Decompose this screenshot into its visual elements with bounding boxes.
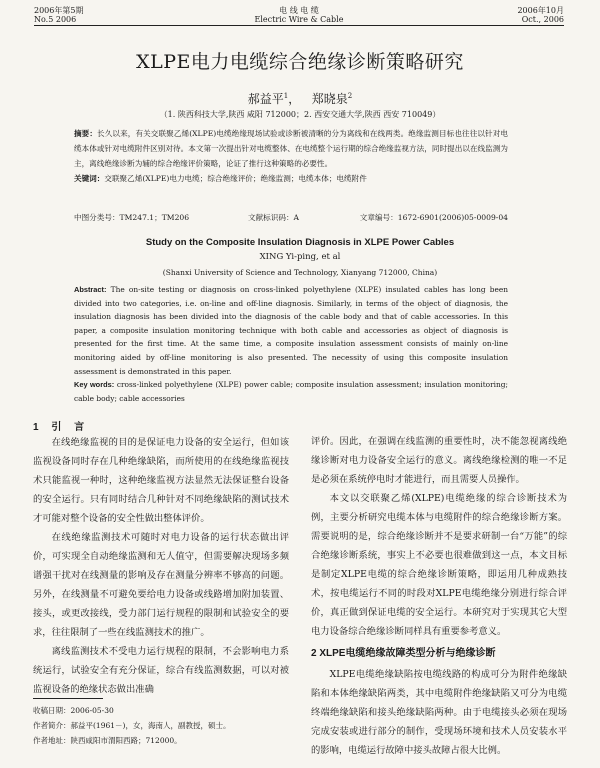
english-author: XING Yi-ping, et al xyxy=(259,252,341,262)
journal-name: 电 线 电 缆 Electric Wire & Cable xyxy=(254,6,344,24)
footnote-divider xyxy=(33,698,103,699)
paragraph: XLPE电缆绝缘缺陷按电缆线路的构成可分为附件绝缘缺陷和本体绝缘缺陷两类，其中电缆附件绝缘缺陷又可分为电缆终端绝缘缺陷和接头绝缘缺陷两种。由于电缆接头必须在现场完成安装或进行部分的制作，受现场环境和技术人员安装水平的影响，电缆运行故障中接头故障占很大比例。 xyxy=(311,669,567,756)
right-column xyxy=(311,432,567,760)
document-code: 文献标识码：A xyxy=(248,213,300,222)
author-1: 郝益平 xyxy=(247,92,284,106)
paragraph-continued: 评价。因此，在强调在线监测的重要性时，决不能忽视离线绝缘诊断对电力设备安全运行的意义。离线绝缘检测的唯一不足是必须在系统停电时才能进行，而且需要人员操作。 xyxy=(311,436,567,485)
section-1-heading: 1 引 言 xyxy=(33,422,85,433)
left-column xyxy=(33,433,289,699)
abstract-cn: 摘要：长久以来，有关交联聚乙烯(XLPE)电缆绝缘现场试验或诊断被清晰的分为离线和在线两类。绝缘监测目标也往往以针对电缆本体或针对电缆附件区别对待。本文第一次提出针对电缆整体、在电缆整个运行期的综合绝缘监视方法，同时提出以在线监测为主，离线绝缘诊断为辅的综合绝缘评价策略，论证了推行这种策略的必要性。 关键词：交联聚乙烯(XLPE)电力电缆；综合绝缘评价；绝缘监测；电缆本体；电缆附件 xyxy=(74,129,509,183)
paragraph: 在线绝缘监视的目的是保证电力设备的安全运行，但如该监视设备同时存在几种绝缘缺陷，而所使用的在线绝缘监视技术只能监视一种时，这种绝缘监视方法显然无法保证整台设备的安全运行。只有同时结合几种针对不同绝缘缺陷的测试技术才可能对整个设备的安全性做出整体评价。 xyxy=(33,437,289,524)
english-title: Study on the Composite Insulation Diagnosis in XLPE Power Cables xyxy=(145,237,455,248)
issue-label: 2006年第5期 No.5 2006 xyxy=(34,6,84,24)
section-2-heading: 2 XLPE电缆绝缘故障类型分析与绝缘诊断 xyxy=(311,648,496,659)
classification-line xyxy=(74,212,508,224)
article-id: 文章编号：1672-6901(2006)05-0009-04 xyxy=(359,213,508,222)
issue-date: 2006年10月 Oct., 2006 xyxy=(517,6,564,24)
abstract-en: Abstract: The on-site testing or diagnosis on cross-linked polyethylene (XLPE) insulated cables has long been divided into two categories, i.e. on-line and off-line diagnosis. Similarly, in terms of the object of diagnosis, the insulation diagnosis has been divided into the diagnosis of the cable body and that of cable accessories. In this paper, a composite insulation monitoring technique with both cable and accessories as object of diagnosis is presented for the first time. At the same time, a composite insulation assessment consists of mainly on-line monitoring aided by off-line monitoring is also presented. The necessity of using this composite insulation assessment is demonstrated in this paper. Key words: cross-linked polyethylene (XLPE) power cable; composite insulation assessment; insulation monitoring; cable body; cable accessories xyxy=(74,285,508,403)
english-affiliation: (Shanxi University of Science and Technology, Xianyang 712000, China) xyxy=(162,268,438,277)
paragraph: 在线绝缘监测技术可随时对电力设备的运行状态做出评价，可实现全自动绝缘监测和无人值守，但需要解决现场多频谱强干扰对在线测量的影响及存在测量分辨率不够高的问题。另外，在线测量不可避免要给电力设备或线路增加附加装置、接头，或更改接线，受力部门运行规程的限制和试验安全的要求，往往限制了一些在线监测技术的推广。 xyxy=(33,532,289,638)
affiliation: （1. 陕西科技大学,陕西 咸阳 712000；2. 西安交通大学,陕西 西安 710049） xyxy=(159,110,441,119)
paper-title: XLPE电力电缆综合绝缘诊断策略研究 xyxy=(136,51,464,73)
header-divider xyxy=(34,25,564,26)
footnote: 收稿日期：2006-05-30 作者简介：郝益平(1961－)，女，海南人，副教授，硕士。 作者地址：陕西咸阳市渭阳西路；712000。 xyxy=(33,706,231,745)
keywords-en: cross-linked polyethylene (XLPE) power cable; composite insulation assessment; insulation monitoring; cable body; cable accessories xyxy=(74,380,508,403)
paragraph: 离线监测技术不受电力运行规程的限制，不会影响电力系统运行，试验安全有充分保证，综合有线监测数据，可以对被监视设备的绝缘状态做出准确 xyxy=(33,646,289,695)
clc-number: 中图分类号：TM247.1；TM206 xyxy=(74,213,190,222)
author-2: 郑晓泉 xyxy=(311,92,348,106)
paragraph: 本文以交联聚乙烯(XLPE)电缆绝缘的综合诊断技术为例，主要分析研究电缆本体与电缆附件的综合绝缘诊断方案。需要说明的是，综合绝缘诊断并不是要求研制一台“万能”的综合绝缘诊断系统，事实上不必要也很难做到这一点，本文目标是制定XLPE电缆的综合绝缘诊断策略，即运用几种成熟技术，按电缆运行不同的时段对XLPE电缆绝缘分别进行综合评价，真正做到保证电缆的安全运行。本研究对于实现其它大型电力设备综合绝缘诊断同样具有重要参考意义。 xyxy=(311,493,567,637)
keywords-cn: 交联聚乙烯(XLPE)电力电缆；综合绝缘评价；绝缘监测；电缆本体；电缆附件 xyxy=(104,174,367,183)
author-list: 郝益平$^1$， 郑晓泉$^2$ xyxy=(247,92,353,106)
